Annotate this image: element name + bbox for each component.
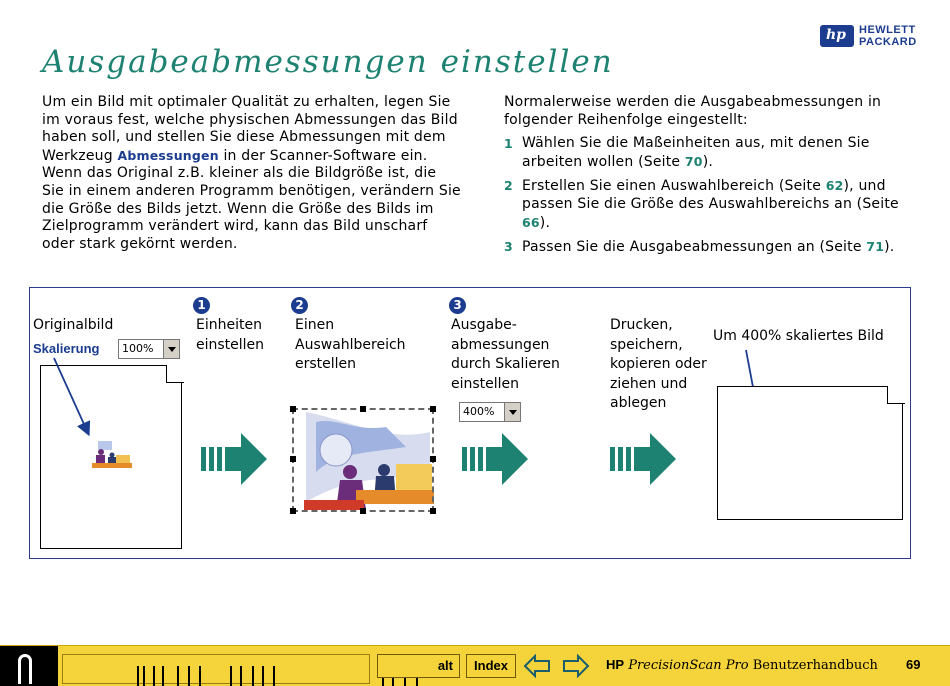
resize-handle[interactable] (430, 456, 436, 462)
procedure-lead: Normalerweise werden die Ausgabeabmessungen in folgender Reihenfolge eingestellt: (504, 94, 882, 128)
flow-arrow-icon (462, 433, 528, 485)
pointer-arrow-original (54, 358, 88, 433)
resize-handle[interactable] (360, 508, 366, 514)
step-badge-2: 2 (291, 297, 308, 314)
flow-arrow-icon (610, 433, 676, 485)
resize-handle[interactable] (360, 406, 366, 412)
hp-logo-mark: hp (820, 25, 854, 47)
scaling-label: Skalierung (33, 341, 100, 356)
tick-mark (262, 666, 264, 686)
scale-dropdown-original[interactable]: 100% (118, 339, 180, 359)
result-page (717, 386, 903, 520)
page-link-66[interactable]: 66 (522, 214, 540, 230)
chevron-down-icon[interactable] (504, 403, 520, 421)
result-label: Um 400% skaliertes Bild (713, 328, 884, 344)
tick-mark (252, 666, 254, 686)
resize-handle[interactable] (290, 508, 296, 514)
arrow-right-icon[interactable] (562, 654, 590, 678)
footer-tab (0, 646, 58, 686)
resize-handle[interactable] (290, 406, 296, 412)
list-item: 2 Erstellen Sie einen Auswahlbereich (Seite 62), und passen Sie die Größe des Auswahlbereichs an (Seite 66). (504, 178, 899, 231)
contents-button[interactable]: alt (377, 654, 460, 678)
page-link-71[interactable]: 71 (866, 239, 885, 255)
resize-handle[interactable] (430, 508, 436, 514)
step2-label: Einen Auswahlbereich erstellen (295, 317, 406, 372)
tick-mark (188, 666, 190, 686)
list-item: 3 Passen Sie die Ausgabeabmessungen an (Seite 71). (504, 239, 895, 256)
tick-mark (153, 666, 155, 686)
bookmark-icon (18, 654, 32, 684)
small-thumbnail (92, 441, 132, 468)
page-link-62[interactable]: 62 (825, 178, 844, 194)
footer-field (62, 654, 370, 684)
resize-handle[interactable] (430, 406, 436, 412)
arrow-left-icon[interactable] (523, 654, 551, 678)
tick-mark (199, 666, 201, 686)
step1-label: Einheiten einstellen (196, 317, 265, 353)
page-number: 69 (906, 657, 921, 672)
resize-handle[interactable] (290, 456, 296, 462)
abmessungen-link[interactable]: Abmessungen (117, 147, 219, 163)
page-fold-icon (887, 386, 904, 403)
step3-label: Ausgabe- abmessungen durch Skalieren einstellen (451, 317, 560, 392)
hp-logo-text: HEWLETT PACKARD (859, 24, 917, 48)
original-label: Originalbild (33, 317, 114, 333)
index-button[interactable]: Index (466, 654, 516, 678)
flow-arrow-icon (201, 433, 267, 485)
step-badge-1: 1 (193, 297, 210, 314)
tick-mark (137, 666, 139, 686)
page-link-70[interactable]: 70 (684, 153, 703, 169)
tick-mark (162, 666, 164, 686)
step4-label: Drucken, speichern, kopieren oder ziehen und ablegen (610, 317, 707, 411)
tick-mark (230, 666, 232, 686)
scale-dropdown-output[interactable]: 400% (459, 402, 521, 422)
selection-area[interactable] (292, 408, 434, 512)
intro-paragraph: Um ein Bild mit optimaler Qualität zu erhalten, legen Sie im voraus fest, welche physischen Abmessungen das Bild haben soll, und stellen Sie diese Abmessungen mit dem Werkzeug Abmessungen in der Scanner-Software ein. Wenn das Original z.B. kleiner als die Bildgröße ist, die Sie in einem anderen Programm benötigen, verändern Sie die Größe des Bilds jetzt. Wenn die Größe des Bilds im Zielprogramm verändert wird, kann das Bild unscharf oder stark gekörnt werden. (42, 94, 461, 252)
book-title: HP PrecisionScan Pro Benutzerhandbuch (606, 657, 878, 673)
list-item: 1 Wählen Sie die Maßeinheiten aus, mit denen Sie arbeiten wollen (Seite 70). (504, 135, 870, 170)
tick-mark (273, 666, 275, 686)
tick-mark (240, 666, 242, 686)
page-title: Ausgabeabmessungen einstellen (42, 44, 614, 80)
step-badge-3: 3 (449, 297, 466, 314)
tick-mark (143, 666, 145, 686)
tick-mark (177, 666, 179, 686)
